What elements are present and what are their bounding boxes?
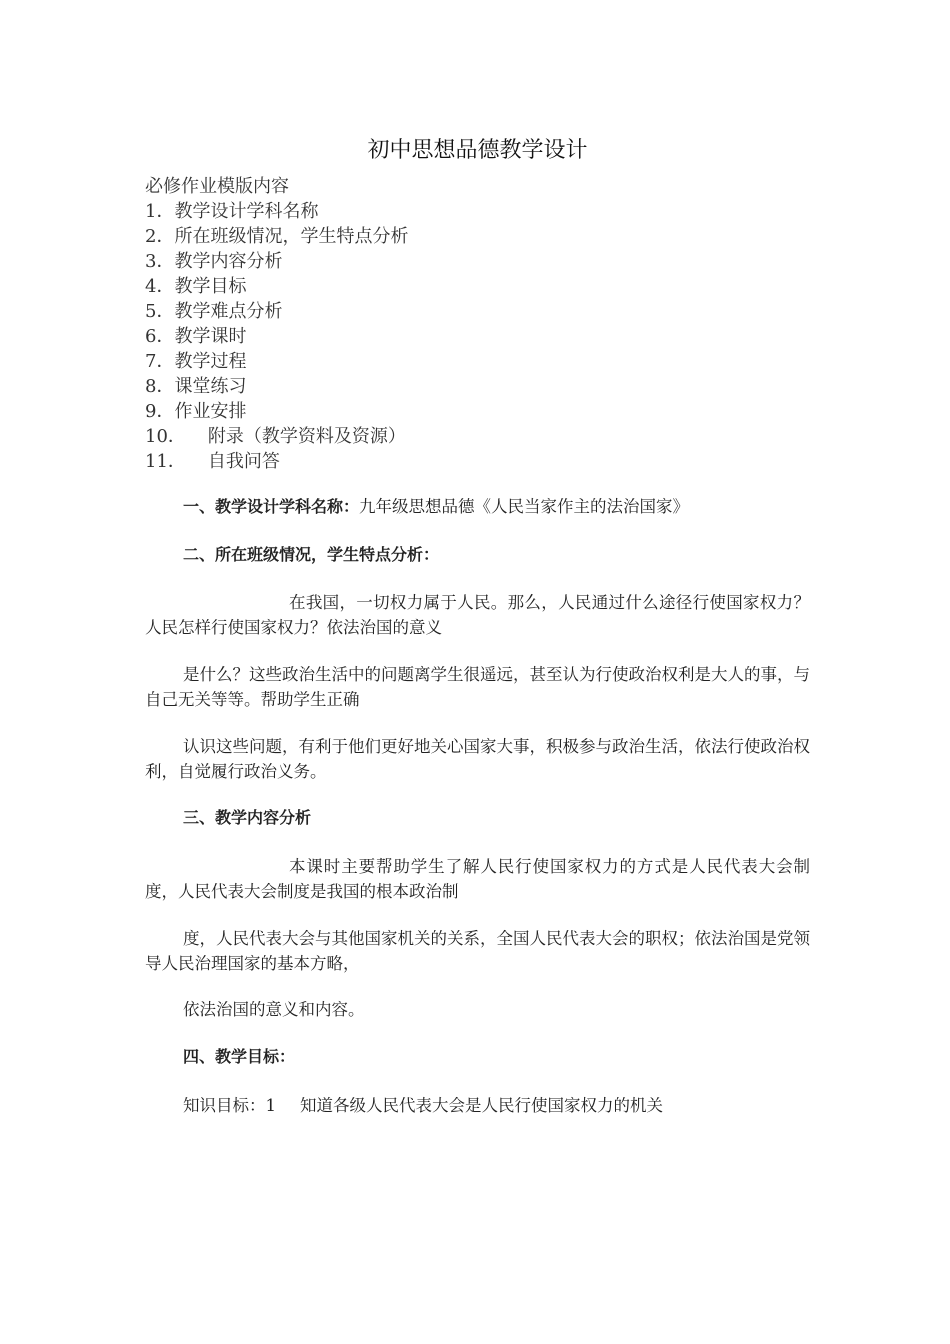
knowledge-goal-label: 知识目标：1 [183,1096,276,1115]
outline-item-number: 4． [145,276,175,297]
outline-item-number: 6． [145,326,175,347]
outline-item [145,424,408,449]
outline-item-text: 教学过程 [174,351,247,372]
outline-item-number: 9． [145,401,175,422]
outline-item [145,224,408,249]
knowledge-goal [183,1093,663,1118]
outline-item-text: 作业安排 [174,401,247,422]
section-2-paragraph: 是什么？这些政治生活中的问题离学生很遥远，甚至认为行使政治权利是大人的事，与自己无关等等。帮助学生正确 [145,665,810,709]
outline-item [145,399,408,424]
outline-item [145,374,408,399]
section-4-heading: 四、教学目标： [183,1047,296,1066]
outline-item [145,349,408,374]
section-3-paragraph: 依法治国的意义和内容。 [183,1000,365,1019]
outline-item-number: 10． [145,426,186,447]
section-1-subject-name: 九年级思想品德《人民当家作主的法治国家》 [359,497,690,516]
outline-item-text: 教学难点分析 [174,301,283,322]
outline-item-number: 3． [145,251,175,272]
outline-item-number: 1． [145,201,175,222]
outline-item-number: 7． [145,351,175,372]
outline-item-number: 8． [145,376,175,397]
outline-item [145,449,408,474]
section-3-heading: 三、教学内容分析 [183,808,312,827]
section-3-paragraph: 本课时主要帮助学生了解人民行使国家权力的方式是人民代表大会制度，人民代表大会制度是我国的根本政治制 [145,857,810,901]
outline-item [145,299,408,324]
outline-item-text: 所在班级情况，学生特点分析 [174,226,409,247]
outline-item [145,274,408,299]
outline-item [145,324,408,349]
outline-item-text: 教学课时 [174,326,247,347]
outline-item [145,249,408,274]
section-2-heading: 二、所在班级情况，学生特点分析： [183,545,440,564]
outline-item [145,199,408,224]
outline-item-text: 附录（教学资料及资源） [207,426,406,447]
knowledge-goal-text: 知道各级人民代表大会是人民行使国家权力的机关 [300,1096,663,1115]
outline-item-number: 2． [145,226,175,247]
outline-list [145,174,408,474]
outline-item-text: 自我问答 [207,451,280,472]
section-1-heading [183,495,689,519]
outline-item-text: 教学目标 [174,276,247,297]
outline-item-number: 11． [145,451,186,472]
section-2-paragraph: 在我国，一切权力属于人民。那么，人民通过什么途径行使国家权力？人民怎样行使国家权力？依法治国的意义 [145,593,810,637]
outline-item-text: 课堂练习 [174,376,247,397]
outline-item-number: 5． [145,301,175,322]
outline-item-text: 教学内容分析 [174,251,283,272]
section-1-heading-label: 一、教学设计学科名称： [183,497,360,516]
section-3-paragraph: 度，人民代表大会与其他国家机关的关系，全国人民代表大会的职权；依法治国是党领导人民治理国家的基本方略， [145,929,810,973]
outline-heading: 必修作业模版内容 [145,176,289,197]
section-2-paragraph: 认识这些问题，有利于他们更好地关心国家大事，积极参与政治生活，依法行使政治权利，自觉履行政治义务。 [145,737,810,781]
document-title: 初中思想品德教学设计 [367,138,588,163]
outline-item-text: 教学设计学科名称 [174,201,319,222]
